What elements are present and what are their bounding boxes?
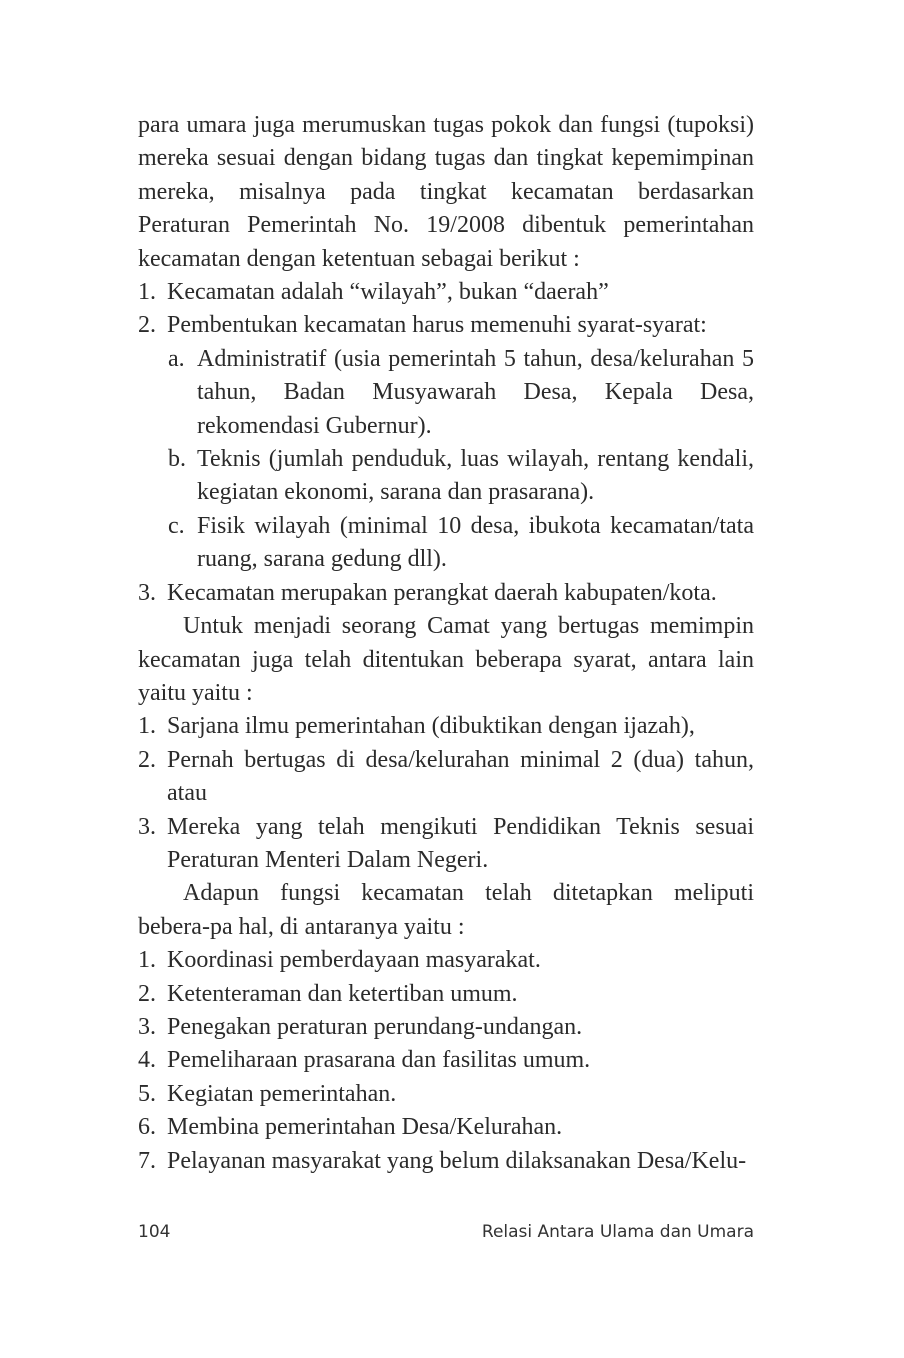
list-item-number: 1. — [138, 947, 156, 974]
list-item-text: Kegiatan pemerintahan. — [167, 1080, 397, 1107]
list-item-number: 3. — [138, 1013, 156, 1040]
list-item — [138, 1145, 754, 1178]
list-item — [138, 577, 754, 610]
list-item-number: 1. — [138, 279, 156, 306]
page-footer — [138, 1222, 754, 1246]
list-item — [138, 710, 754, 743]
kecamatan-functions-list — [138, 944, 754, 1178]
page-body — [138, 109, 754, 1178]
list-item — [138, 811, 754, 878]
list-item — [138, 309, 754, 342]
sublist-item — [168, 510, 754, 577]
requirements-sublist — [138, 343, 754, 577]
paragraph-camat-requirements: Untuk menjadi seorang Camat yang bertugas memimpin kecamatan juga telah ditentukan beberapa syarat, antara lain yaitu yaitu : — [138, 613, 754, 706]
sublist-item-text: Fisik wilayah (minimal 10 desa, ibukota kecamatan/tata ruang, sarana gedung dll). — [197, 512, 754, 573]
list-item-text: Mereka yang telah mengikuti Pendidikan Teknis sesuai Peraturan Menteri Dalam Negeri. — [167, 813, 754, 873]
list-item-text: Pelayanan masyarakat yang belum dilaksanakan Desa/Kelu- — [167, 1147, 747, 1174]
list-item-text: Penegakan peraturan perundang-undangan. — [167, 1013, 583, 1040]
list-item — [138, 276, 754, 309]
list-item-text: Ketenteraman dan ketertiban umum. — [167, 980, 518, 1007]
list-item-number: 2. — [138, 980, 156, 1007]
page-number: 104 — [138, 1222, 171, 1242]
list-item — [138, 978, 754, 1011]
list-item-number: 7. — [138, 1147, 156, 1174]
list-item-number: 4. — [138, 1047, 156, 1074]
sublist-item-letter: c. — [168, 512, 185, 539]
kecamatan-provisions-list — [138, 276, 754, 343]
list-item-text: Pernah bertugas di desa/kelurahan minimal 2 (dua) tahun, atau — [167, 746, 754, 807]
list-item-number: 2. — [138, 312, 156, 339]
running-footer-title: Relasi Antara Ulama dan Umara — [481, 1222, 754, 1242]
list-item — [138, 1078, 754, 1111]
sublist-item-text: Teknis (jumlah penduduk, luas wilayah, rentang kendali, kegiatan ekonomi, sarana dan prasarana). — [197, 446, 754, 506]
list-item-text: Koordinasi pemberdayaan masyarakat. — [167, 947, 541, 974]
camat-requirements-list — [138, 710, 754, 877]
list-item-number: 5. — [138, 1080, 156, 1107]
list-item-number: 1. — [138, 713, 156, 740]
list-item-text: Kecamatan merupakan perangkat daerah kabupaten/kota. — [167, 579, 717, 606]
list-item-number: 3. — [138, 813, 156, 840]
list-item — [138, 1011, 754, 1044]
list-item — [138, 1111, 754, 1144]
list-item-number: 2. — [138, 746, 156, 773]
list-item-text: Pembentukan kecamatan harus memenuhi syarat-syarat: — [167, 312, 707, 339]
sublist-item-letter: a. — [168, 345, 185, 372]
paragraph-intro: para umara juga merumuskan tugas pokok dan fungsi (tupoksi) mereka sesuai dengan bidang tugas dan tingkat kepemimpinan mereka, misalnya pada tingkat kecamatan berdasarkan Peraturan Pemerintah No. 19/2008 dibentuk pemerintahan kecamatan dengan ketentuan sebagai berikut : — [138, 112, 754, 272]
list-item-text: Pemeliharaan prasarana dan fasilitas umum. — [167, 1047, 591, 1074]
list-item-text: Membina pemerintahan Desa/Kelurahan. — [167, 1114, 563, 1141]
list-item — [138, 1044, 754, 1077]
list-item — [138, 744, 754, 811]
list-item-text: Kecamatan adalah “wilayah”, bukan “daerah” — [167, 279, 609, 306]
sublist-item — [168, 443, 754, 510]
list-item-number: 6. — [138, 1114, 156, 1141]
kecamatan-provisions-list-continued — [138, 577, 754, 610]
paragraph-kecamatan-functions: Adapun fungsi kecamatan telah ditetapkan meliputi bebera-pa hal, di antaranya yaitu : — [138, 880, 754, 940]
list-item-number: 3. — [138, 579, 156, 606]
sublist-item-letter: b. — [168, 446, 186, 473]
list-item — [138, 944, 754, 977]
sublist-item — [168, 343, 754, 443]
sublist-item-text: Administratif (usia pemerintah 5 tahun, desa/kelurahan 5 tahun, Badan Musyawarah Desa, Kepala Desa, rekomendasi Gubernur). — [197, 345, 754, 439]
list-item-text: Sarjana ilmu pemerintahan (dibuktikan dengan ijazah), — [167, 713, 695, 740]
